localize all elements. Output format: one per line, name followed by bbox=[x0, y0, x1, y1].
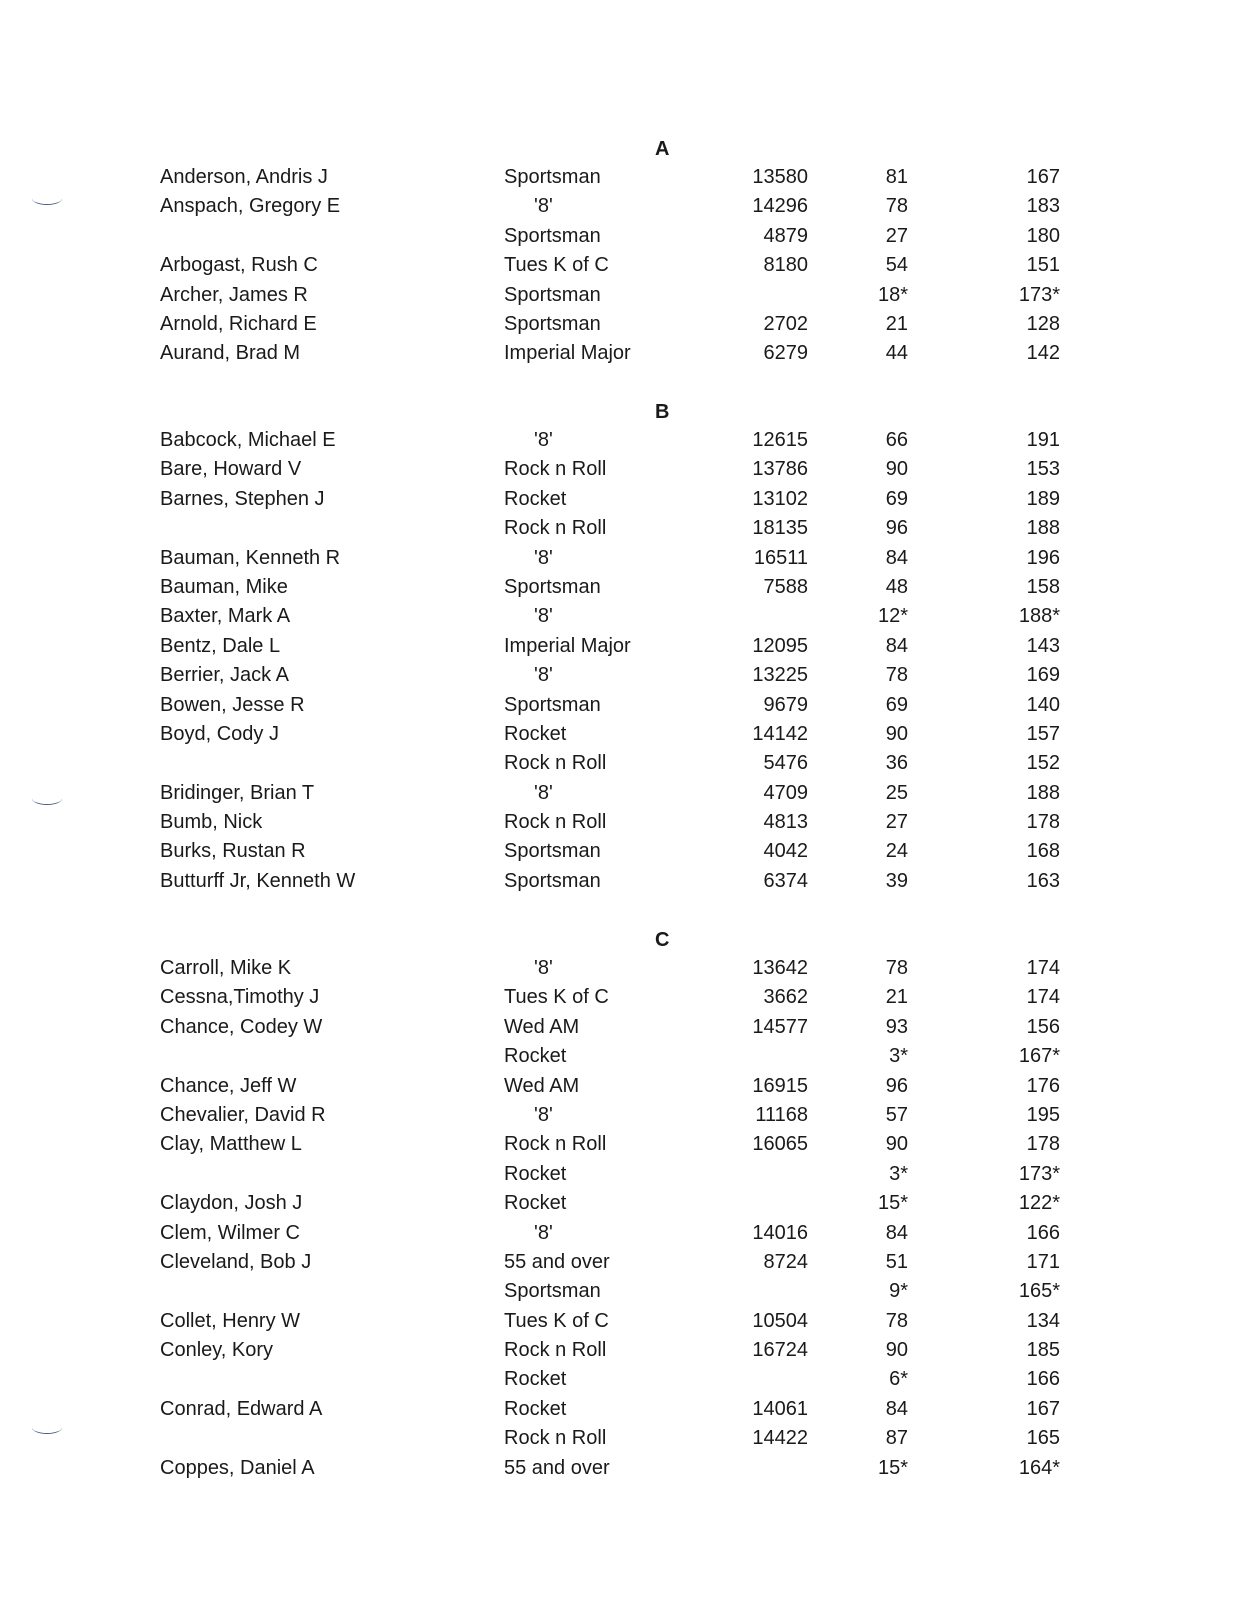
bowler-name: Burks, Rustan R bbox=[160, 840, 306, 863]
league-name: Rocket bbox=[504, 1192, 567, 1215]
pins-value: 13786 bbox=[752, 458, 808, 481]
average-value: 164* bbox=[1018, 1456, 1060, 1479]
average-value: 174 bbox=[1026, 957, 1060, 979]
league-name: Rock n Roll bbox=[504, 1339, 607, 1362]
league-name: Tues K of C bbox=[504, 1309, 609, 1332]
games-value: 24 bbox=[885, 840, 908, 863]
games-value: 84 bbox=[885, 1397, 908, 1420]
average-value: 183 bbox=[1026, 195, 1060, 218]
average-value: 142 bbox=[1026, 342, 1060, 365]
pins-value: 14061 bbox=[752, 1397, 808, 1420]
average-value: 165 bbox=[1026, 1427, 1060, 1450]
league-name: 55 and over bbox=[504, 1456, 610, 1479]
table-row bbox=[0, 1424, 1245, 1453]
table-row bbox=[0, 281, 1245, 310]
average-value: 158 bbox=[1026, 575, 1060, 598]
games-value: 51 bbox=[885, 1250, 908, 1273]
table-row bbox=[0, 1101, 1245, 1130]
league-name: Imperial Major bbox=[504, 342, 631, 365]
league-name: Sportsman bbox=[504, 224, 601, 247]
pins-value: 11168 bbox=[755, 1103, 808, 1126]
games-value: 3* bbox=[889, 1045, 908, 1068]
league-name: Wed AM bbox=[504, 1015, 580, 1038]
table-row bbox=[0, 544, 1245, 573]
games-value: 27 bbox=[885, 811, 908, 834]
pins-value: 14577 bbox=[752, 1015, 808, 1038]
games-value: 90 bbox=[885, 722, 908, 745]
league-name: Rock n Roll bbox=[504, 752, 607, 775]
pins-value: 4042 bbox=[763, 840, 808, 863]
pins-value: 6279 bbox=[763, 342, 808, 365]
section-rows bbox=[0, 426, 1245, 896]
table-row bbox=[0, 192, 1245, 221]
table-row bbox=[0, 1189, 1245, 1218]
league-name: Sportsman bbox=[504, 575, 601, 598]
pins-value: 5476 bbox=[763, 752, 808, 775]
league-name: Sportsman bbox=[504, 312, 601, 335]
league-name: Sportsman bbox=[504, 1280, 601, 1303]
table-row bbox=[0, 632, 1245, 661]
games-value: 78 bbox=[885, 1309, 908, 1332]
bowler-name: Baxter, Mark A bbox=[160, 605, 291, 628]
games-value: 78 bbox=[885, 664, 908, 687]
average-value: 168 bbox=[1026, 840, 1060, 863]
games-value: 66 bbox=[885, 429, 908, 451]
league-name: Imperial Major bbox=[504, 634, 631, 657]
league-name: Rock n Roll bbox=[504, 517, 607, 540]
average-value: 188 bbox=[1026, 517, 1060, 540]
games-value: 69 bbox=[885, 487, 908, 510]
table-row bbox=[0, 1454, 1245, 1483]
pins-value: 16065 bbox=[752, 1133, 808, 1156]
league-name: '8' bbox=[534, 195, 553, 218]
bowler-name: Cessna,Timothy J bbox=[160, 986, 320, 1009]
pins-value: 7588 bbox=[763, 575, 808, 598]
table-row bbox=[0, 837, 1245, 866]
league-name: Rocket bbox=[504, 722, 567, 745]
pins-value: 12095 bbox=[752, 634, 808, 657]
pins-value: 13642 bbox=[752, 957, 808, 979]
games-value: 93 bbox=[885, 1015, 908, 1038]
table-row bbox=[0, 954, 1245, 983]
bowler-name: Clay, Matthew L bbox=[160, 1133, 302, 1156]
league-name: Rock n Roll bbox=[504, 458, 607, 481]
league-name: Rocket bbox=[504, 1397, 567, 1420]
average-value: 173* bbox=[1018, 1162, 1060, 1185]
bowler-name: Chance, Codey W bbox=[160, 1015, 323, 1038]
table-row bbox=[0, 1365, 1245, 1394]
average-value: 167 bbox=[1026, 166, 1060, 188]
table-row bbox=[0, 573, 1245, 602]
bowler-name: Bauman, Mike bbox=[160, 575, 288, 598]
bowler-name: Bowen, Jesse R bbox=[160, 693, 305, 716]
average-value: 166 bbox=[1026, 1368, 1060, 1391]
average-value: 188 bbox=[1026, 781, 1060, 804]
section-letter: B bbox=[655, 401, 670, 423]
bowler-name: Anderson, Andris J bbox=[160, 166, 328, 188]
pins-value: 3662 bbox=[763, 986, 808, 1009]
league-name: Rock n Roll bbox=[504, 811, 607, 834]
average-value: 128 bbox=[1026, 312, 1060, 335]
games-value: 48 bbox=[885, 575, 908, 598]
table-row bbox=[0, 1395, 1245, 1424]
games-value: 9* bbox=[889, 1280, 908, 1303]
pins-value: 16915 bbox=[752, 1074, 808, 1097]
league-name: Rocket bbox=[504, 1162, 567, 1185]
pins-value: 9679 bbox=[763, 693, 808, 716]
league-name: '8' bbox=[534, 1221, 553, 1244]
games-value: 84 bbox=[885, 1221, 908, 1244]
average-value: 171 bbox=[1026, 1250, 1060, 1273]
table-row bbox=[0, 1248, 1245, 1277]
games-value: 90 bbox=[885, 1133, 908, 1156]
table-row bbox=[0, 983, 1245, 1012]
table-row bbox=[0, 749, 1245, 778]
games-value: 96 bbox=[885, 1074, 908, 1097]
pins-value: 14142 bbox=[752, 722, 808, 745]
table-row bbox=[0, 602, 1245, 631]
bowler-name: Anspach, Gregory E bbox=[160, 195, 341, 218]
league-name: Sportsman bbox=[504, 840, 601, 863]
bowler-name: Conley, Kory bbox=[160, 1339, 274, 1362]
league-name: Sportsman bbox=[504, 869, 601, 892]
table-row bbox=[0, 1307, 1245, 1336]
games-value: 96 bbox=[885, 517, 908, 540]
section-letter: C bbox=[655, 929, 670, 951]
average-value: 189 bbox=[1026, 487, 1060, 510]
average-value: 163 bbox=[1026, 869, 1060, 892]
games-value: 78 bbox=[885, 195, 908, 218]
league-name: Sportsman bbox=[504, 693, 601, 716]
games-value: 25 bbox=[885, 781, 908, 804]
games-value: 87 bbox=[885, 1427, 908, 1450]
table-row bbox=[0, 339, 1245, 368]
average-value: 169 bbox=[1026, 664, 1060, 687]
bowler-name: Bare, Howard V bbox=[160, 458, 302, 481]
games-value: 69 bbox=[885, 693, 908, 716]
table-row bbox=[0, 1130, 1245, 1159]
pins-value: 6374 bbox=[763, 869, 808, 892]
bowler-name: Conrad, Edward A bbox=[160, 1397, 323, 1420]
table-row bbox=[0, 1013, 1245, 1042]
table-row bbox=[0, 163, 1245, 192]
table-row bbox=[0, 691, 1245, 720]
table-row bbox=[0, 222, 1245, 251]
bowler-name: Bauman, Kenneth R bbox=[160, 546, 341, 569]
bowler-name: Bentz, Dale L bbox=[160, 634, 281, 657]
average-value: 178 bbox=[1026, 1133, 1060, 1156]
pins-value: 18135 bbox=[752, 517, 808, 540]
league-name: Rocket bbox=[504, 487, 567, 510]
bowler-name: Aurand, Brad M bbox=[160, 342, 301, 365]
games-value: 78 bbox=[885, 957, 908, 979]
league-name: Wed AM bbox=[504, 1074, 580, 1097]
table-row bbox=[0, 251, 1245, 280]
average-value: 157 bbox=[1026, 722, 1060, 745]
table-row bbox=[0, 485, 1245, 514]
table-row bbox=[0, 1072, 1245, 1101]
pins-value: 13102 bbox=[752, 487, 808, 510]
pins-value: 8180 bbox=[763, 254, 808, 277]
pins-value: 14296 bbox=[752, 195, 808, 218]
average-value: 195 bbox=[1026, 1103, 1060, 1126]
games-value: 27 bbox=[885, 224, 908, 247]
average-value: 191 bbox=[1026, 429, 1060, 451]
league-name: '8' bbox=[534, 781, 553, 804]
games-value: 39 bbox=[885, 869, 908, 892]
pins-value: 4813 bbox=[763, 811, 808, 834]
table-row bbox=[0, 779, 1245, 808]
pins-value: 4879 bbox=[763, 224, 808, 247]
bowler-name: Cleveland, Bob J bbox=[160, 1250, 312, 1273]
games-value: 84 bbox=[885, 634, 908, 657]
league-name: Rock n Roll bbox=[504, 1133, 607, 1156]
average-value: 143 bbox=[1026, 634, 1060, 657]
pins-value: 10504 bbox=[752, 1309, 808, 1332]
pins-value: 16724 bbox=[752, 1339, 808, 1362]
games-value: 81 bbox=[885, 166, 908, 188]
games-value: 90 bbox=[885, 458, 908, 481]
bowler-name: Boyd, Cody J bbox=[160, 722, 279, 745]
pins-value: 14422 bbox=[752, 1427, 808, 1450]
bowler-name: Claydon, Josh J bbox=[160, 1192, 303, 1215]
table-row bbox=[0, 455, 1245, 484]
games-value: 21 bbox=[885, 986, 908, 1009]
section-letter: A bbox=[655, 138, 670, 160]
league-name: '8' bbox=[534, 429, 553, 451]
bowler-name: Coppes, Daniel A bbox=[160, 1456, 315, 1479]
table-row bbox=[0, 1219, 1245, 1248]
average-value: 140 bbox=[1026, 693, 1060, 716]
bowler-name: Barnes, Stephen J bbox=[160, 487, 325, 510]
average-value: 166 bbox=[1026, 1221, 1060, 1244]
average-value: 151 bbox=[1026, 254, 1060, 277]
pins-value: 2702 bbox=[763, 312, 808, 335]
pins-value: 16511 bbox=[753, 546, 808, 569]
games-value: 54 bbox=[885, 254, 908, 277]
average-value: 185 bbox=[1026, 1339, 1060, 1362]
table-row bbox=[0, 1160, 1245, 1189]
table-row bbox=[0, 808, 1245, 837]
league-name: Rock n Roll bbox=[504, 1427, 607, 1450]
bowler-name: Chevalier, David R bbox=[160, 1103, 326, 1126]
average-value: 178 bbox=[1026, 811, 1060, 834]
pins-value: 13580 bbox=[752, 166, 808, 188]
table-row bbox=[0, 867, 1245, 896]
average-value: 152 bbox=[1026, 752, 1060, 775]
games-value: 21 bbox=[885, 312, 908, 335]
bowler-name: Babcock, Michael E bbox=[160, 429, 336, 451]
average-value: 196 bbox=[1026, 546, 1060, 569]
bowler-name: Clem, Wilmer C bbox=[160, 1221, 300, 1244]
league-name: '8' bbox=[534, 1103, 553, 1126]
average-value: 173* bbox=[1018, 283, 1060, 306]
average-value: 188* bbox=[1018, 605, 1060, 628]
bowler-name: Collet, Henry W bbox=[160, 1309, 301, 1332]
pins-value: 8724 bbox=[763, 1250, 808, 1273]
pins-value: 13225 bbox=[752, 664, 808, 687]
average-value: 167* bbox=[1018, 1045, 1060, 1068]
table-row bbox=[0, 426, 1245, 455]
table-row bbox=[0, 514, 1245, 543]
average-value: 180 bbox=[1026, 224, 1060, 247]
games-value: 6* bbox=[889, 1368, 908, 1391]
bowler-name: Archer, James R bbox=[160, 283, 308, 306]
games-value: 12* bbox=[877, 605, 908, 628]
table-row bbox=[0, 720, 1245, 749]
games-value: 44 bbox=[885, 342, 908, 365]
average-value: 122* bbox=[1018, 1192, 1060, 1215]
average-value: 153 bbox=[1026, 458, 1060, 481]
games-value: 18* bbox=[877, 283, 908, 306]
bowler-name: Arbogast, Rush C bbox=[160, 254, 318, 277]
bowler-name: Arnold, Richard E bbox=[160, 312, 317, 335]
league-name: '8' bbox=[534, 957, 553, 979]
bowler-name: Chance, Jeff W bbox=[160, 1074, 297, 1097]
section-rows bbox=[0, 954, 1245, 1483]
league-name: 55 and over bbox=[504, 1250, 610, 1273]
average-value: 156 bbox=[1026, 1015, 1060, 1038]
pins-value: 4709 bbox=[763, 781, 808, 804]
section-rows bbox=[0, 163, 1245, 369]
pins-value: 12615 bbox=[752, 429, 808, 451]
average-value: 174 bbox=[1026, 986, 1060, 1009]
average-value: 176 bbox=[1026, 1074, 1060, 1097]
league-name: Tues K of C bbox=[504, 986, 609, 1009]
bowler-name: Carroll, Mike K bbox=[160, 957, 292, 979]
league-name: Rocket bbox=[504, 1045, 567, 1068]
league-name: '8' bbox=[534, 664, 553, 687]
table-row bbox=[0, 661, 1245, 690]
games-value: 90 bbox=[885, 1339, 908, 1362]
league-name: Sportsman bbox=[504, 283, 601, 306]
games-value: 57 bbox=[885, 1103, 908, 1126]
league-name: Tues K of C bbox=[504, 254, 609, 277]
bowler-name: Bridinger, Brian T bbox=[160, 781, 315, 804]
table-row bbox=[0, 1277, 1245, 1306]
games-value: 15* bbox=[877, 1456, 908, 1479]
bowler-name: Bumb, Nick bbox=[160, 811, 263, 834]
average-value: 134 bbox=[1026, 1309, 1060, 1332]
league-name: '8' bbox=[534, 546, 553, 569]
pins-value: 14016 bbox=[752, 1221, 808, 1244]
average-value: 165* bbox=[1018, 1280, 1060, 1303]
bowler-name: Berrier, Jack A bbox=[160, 664, 289, 687]
table-row bbox=[0, 1042, 1245, 1071]
games-value: 15* bbox=[877, 1192, 908, 1215]
bowler-name: Butturff Jr, Kenneth W bbox=[160, 869, 356, 892]
games-value: 84 bbox=[885, 546, 908, 569]
games-value: 36 bbox=[885, 752, 908, 775]
table-row bbox=[0, 1336, 1245, 1365]
league-name: Sportsman bbox=[504, 166, 601, 188]
table-row bbox=[0, 310, 1245, 339]
league-name: Rocket bbox=[504, 1368, 567, 1391]
games-value: 3* bbox=[889, 1162, 908, 1185]
league-name: '8' bbox=[534, 605, 553, 628]
average-value: 167 bbox=[1026, 1397, 1060, 1420]
